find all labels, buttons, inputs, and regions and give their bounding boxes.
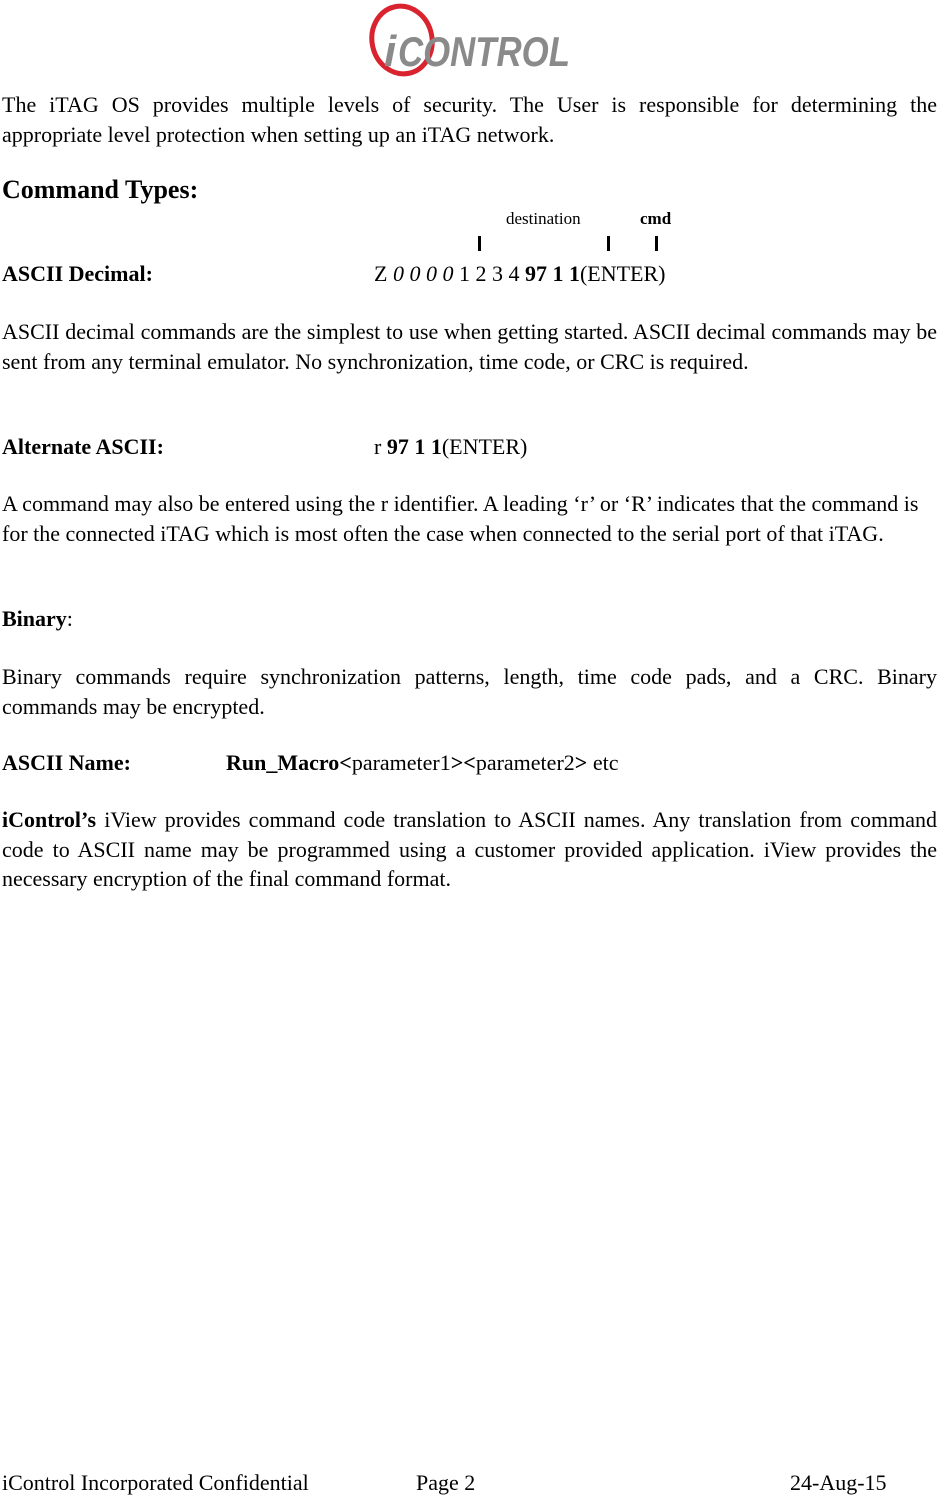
svg-text:CONTROL: CONTROL <box>398 28 570 75</box>
binary-colon: : <box>66 606 73 631</box>
cmd-pointer <box>655 236 658 251</box>
alternate-ascii-label: Alternate ASCII: <box>2 434 164 459</box>
binary-label: Binary <box>2 606 67 631</box>
command-types-heading: Command Types: <box>2 175 199 204</box>
footer-page-number: Page 2 <box>416 1470 476 1495</box>
footer-date: 24-Aug-15 <box>790 1470 887 1495</box>
r-prefix: r <box>374 434 382 459</box>
ascii-decimal-example <box>374 259 665 288</box>
enter-key: (ENTER) <box>579 261 666 286</box>
icontrol-lead: iControl’s <box>2 807 97 832</box>
destination-label: destination <box>506 209 581 228</box>
destination-value: 1 2 3 4 <box>458 261 520 286</box>
cmd-label: cmd <box>640 209 672 228</box>
command-value: 97 1 1 <box>524 261 580 286</box>
etc-text: etc <box>587 750 619 775</box>
parameter1: parameter1 <box>351 750 451 775</box>
destination-end-pointer <box>607 236 610 251</box>
destination-pointer <box>478 236 481 251</box>
alt-enter-key: (ENTER) <box>441 434 528 459</box>
footer-confidential: iControl Incorporated Confidential <box>2 1470 309 1495</box>
z-prefix: Z <box>374 261 388 286</box>
binary-description: Binary commands require synchronization patterns, length, time code pads, and a CRC. Binary commands may be encrypted. <box>2 664 937 719</box>
icontrol-logo <box>364 0 576 74</box>
icontrol-description <box>2 805 937 894</box>
svg-text:i: i <box>384 27 397 76</box>
mid-brackets: >< <box>450 750 476 775</box>
alternate-ascii-example <box>374 432 527 461</box>
zero-pad: 0 0 0 0 <box>392 261 454 286</box>
binary-heading <box>2 604 73 633</box>
ascii-name-label: ASCII Name: <box>2 750 131 775</box>
ascii-decimal-label: ASCII Decimal: <box>2 261 153 286</box>
open-bracket: < <box>339 750 352 775</box>
ascii-decimal-description: ASCII decimal commands are the simplest to use when getting started. ASCII decimal commands may be sent from any terminal emulator. No synchronization, time code, or CRC is required. <box>2 319 937 374</box>
close-bracket: > <box>574 750 588 775</box>
parameter2: parameter2 <box>475 750 575 775</box>
icontrol-rest: iView provides command code translation to ASCII names. Any translation from command code to ASCII name may be programmed using a customer provided application. iView provides the necessary encryption of the final command format. <box>2 807 937 891</box>
intro-paragraph: The iTAG OS provides multiple levels of security. The User is responsible for determining the appropriate level protection when setting up an iTAG network. <box>2 92 937 147</box>
alt-command-value: 97 1 1 <box>386 434 442 459</box>
macro-name: Run_Macro <box>226 750 340 775</box>
alternate-description: A command may also be entered using the r identifier. A leading ‘r’ or ‘R’ indicates that the command is for the connected iTAG which is most often the case when connected to the serial port of that iTAG. <box>2 491 919 546</box>
ascii-name-example <box>226 748 618 777</box>
